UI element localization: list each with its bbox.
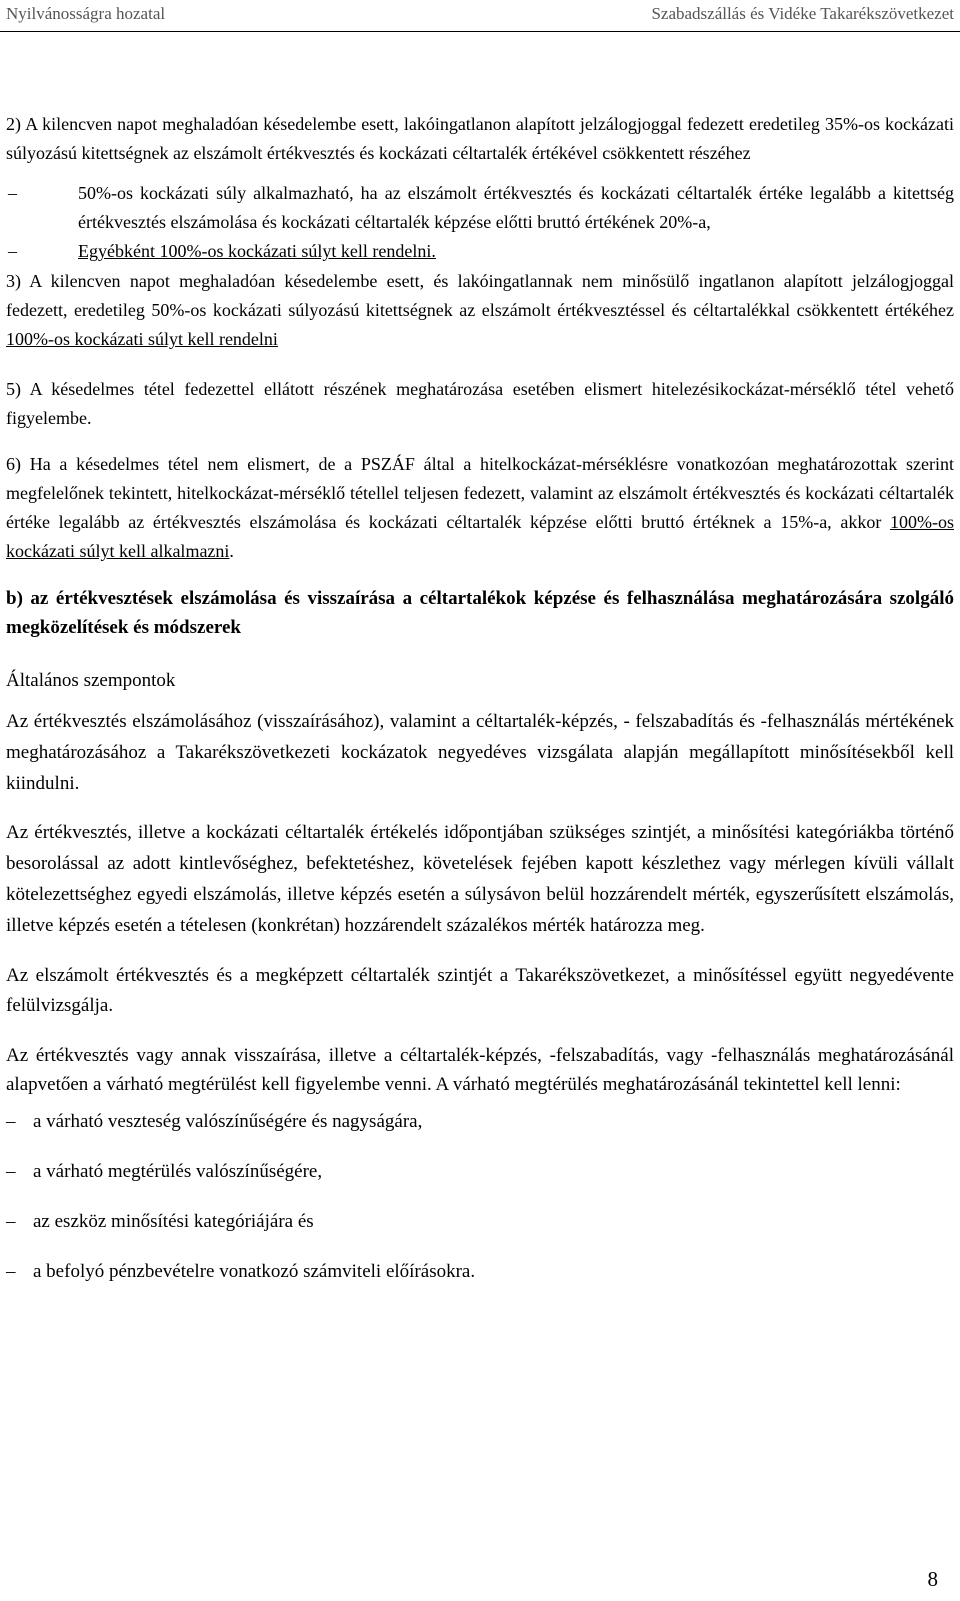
list-item	[6, 1107, 954, 1136]
list-item-text: a várható veszteség valószínűségére és nagyságára,	[33, 1111, 423, 1133]
list-item-text: az eszköz minősítési kategóriájára és	[33, 1211, 314, 1233]
paragraph-3-underlined: 100%-os kockázati súlyt kell rendelni	[6, 329, 278, 349]
list-item-text: 50%-os kockázati súly alkalmazható, ha az elszámolt értékvesztés és kockázati céltartalék értéke legalább a kitettség értékvesztés elszámolása és kockázati céltartalék képzése előtti bruttó értékének 20%-a,	[78, 183, 954, 232]
document-body	[6, 110, 954, 1286]
dash-bullet: –	[6, 1161, 16, 1183]
dash-bullet: –	[6, 1261, 16, 1283]
section-b-title: b) az értékvesztések elszámolása és visszaírása a céltartalékok képzése és felhasználása meghatározására szolgáló megközelítések és módszerek	[6, 588, 954, 638]
header-right-title: Szabadszállás és Vidéke Takarékszövetkezet	[651, 4, 954, 23]
paragraph-6-underlined: 100%-os kockázati súlyt kell alkalmazni	[6, 512, 955, 561]
paragraph-6-end: .	[229, 541, 234, 561]
paragraph-general-2: Az értékvesztés, illetve a kockázati céltartalék értékelés időpontjában szükséges szintjét, a minősítési kategóriákba történő besorolással az adott kintlevőséghez, befektetéshez, követelések fejében kapott készlethez vagy mérlegen kívüli vállalt kötelezettséghez egyedi elszámolás, illetve képzés esetén a súlysávon belül hozzárendelt mérték, egyszerűsített elszámolás, illetve képzés esetén a tételesen (konkrétan) hozzárendelt százalékos mérték határozza meg.	[6, 822, 954, 936]
list-item-text: a befolyó pénzbevételre vonatkozó számviteli előírásokra.	[33, 1261, 476, 1283]
list-item	[6, 179, 954, 237]
list-item	[6, 1157, 954, 1186]
paragraph-general-3: Az elszámolt értékvesztés és a megképzett céltartalék szintjét a Takarékszövetkezet, a minősítéssel együtt negyedévente felülvizsgálja.	[6, 964, 954, 1017]
paragraph-3-text: 3) A kilencven napot meghaladóan késedelembe esett, és lakóingatlannak nem minősülő ingatlanon alapított jelzálogjoggal fedezett, eredetileg 50%-os kockázati súlyozású kitettségnek az elszámolt értékvesztéssel és céltartalékkal csökkentett értékéhez	[6, 271, 954, 320]
paragraph-2: 2) A kilencven napot meghaladóan késedelembe esett, lakóingatlanon alapított jelzálogjoggal fedezett eredetileg 35%-os kockázati súlyozású kitettségnek az elszámolt értékvesztés és kockázati céltartalék értékével csökkentett részéhez	[6, 114, 954, 163]
paragraph-6	[6, 450, 954, 566]
dash-bullet: –	[8, 241, 17, 261]
paragraph-general-1: Az értékvesztés elszámolásához (visszaírásához), valamint a céltartalék-képzés, - felszabadítás és -felhasználás mértékének meghatározásához a Takarékszövetkezeti kockázatok negyedéves vizsgálata alapján megállapított minősítésekből kell kiindulni.	[6, 711, 954, 794]
list-item	[6, 237, 954, 266]
general-heading: Általános szempontok	[6, 670, 176, 691]
paragraph-general-4: Az értékvesztés vagy annak visszaírása, illetve a céltartalék-képzés, -felszabadítás, vagy -felhasználás meghatározásánál alapvetően a várható megtérülést kell figyelembe venni. A várható megtérülés meghatározásánál tekintettel kell lenni:	[6, 1045, 954, 1096]
paragraph-5: 5) A késedelmes tétel fedezettel ellátott részének meghatározása esetében elismert hitelezésikockázat-mérséklő tétel vehető figyelembe.	[6, 379, 954, 428]
paragraph-6-text: 6) Ha a késedelmes tétel nem elismert, de a PSZÁF által a hitelkockázat-mérséklésre vonatkozóan meghatározottak szerint megfelelőnek tekintett, hitelkockázat-mérséklő tétellel teljesen fedezett, valamint az elszámolt értékvesztés és kockázati céltartalék értéke legalább az értékvesztés elszámolása és kockázati céltartalék képzése előtti bruttó értéknek a 15%-a, akkor	[6, 454, 954, 532]
list-item	[6, 1257, 954, 1286]
page-header	[0, 0, 960, 32]
dash-bullet: –	[6, 1211, 16, 1233]
paragraph-3	[6, 267, 954, 354]
dash-bullet: –	[8, 183, 17, 203]
list-item-text: Egyébként 100%-os kockázati súlyt kell rendelni.	[78, 241, 436, 261]
header-left-title: Nyilvánosságra hozatal	[6, 4, 166, 23]
dash-bullet: –	[6, 1111, 16, 1133]
list-item-text: a várható megtérülés valószínűségére,	[33, 1161, 323, 1183]
list-item	[6, 1207, 954, 1236]
page-number: 8	[927, 1567, 938, 1591]
